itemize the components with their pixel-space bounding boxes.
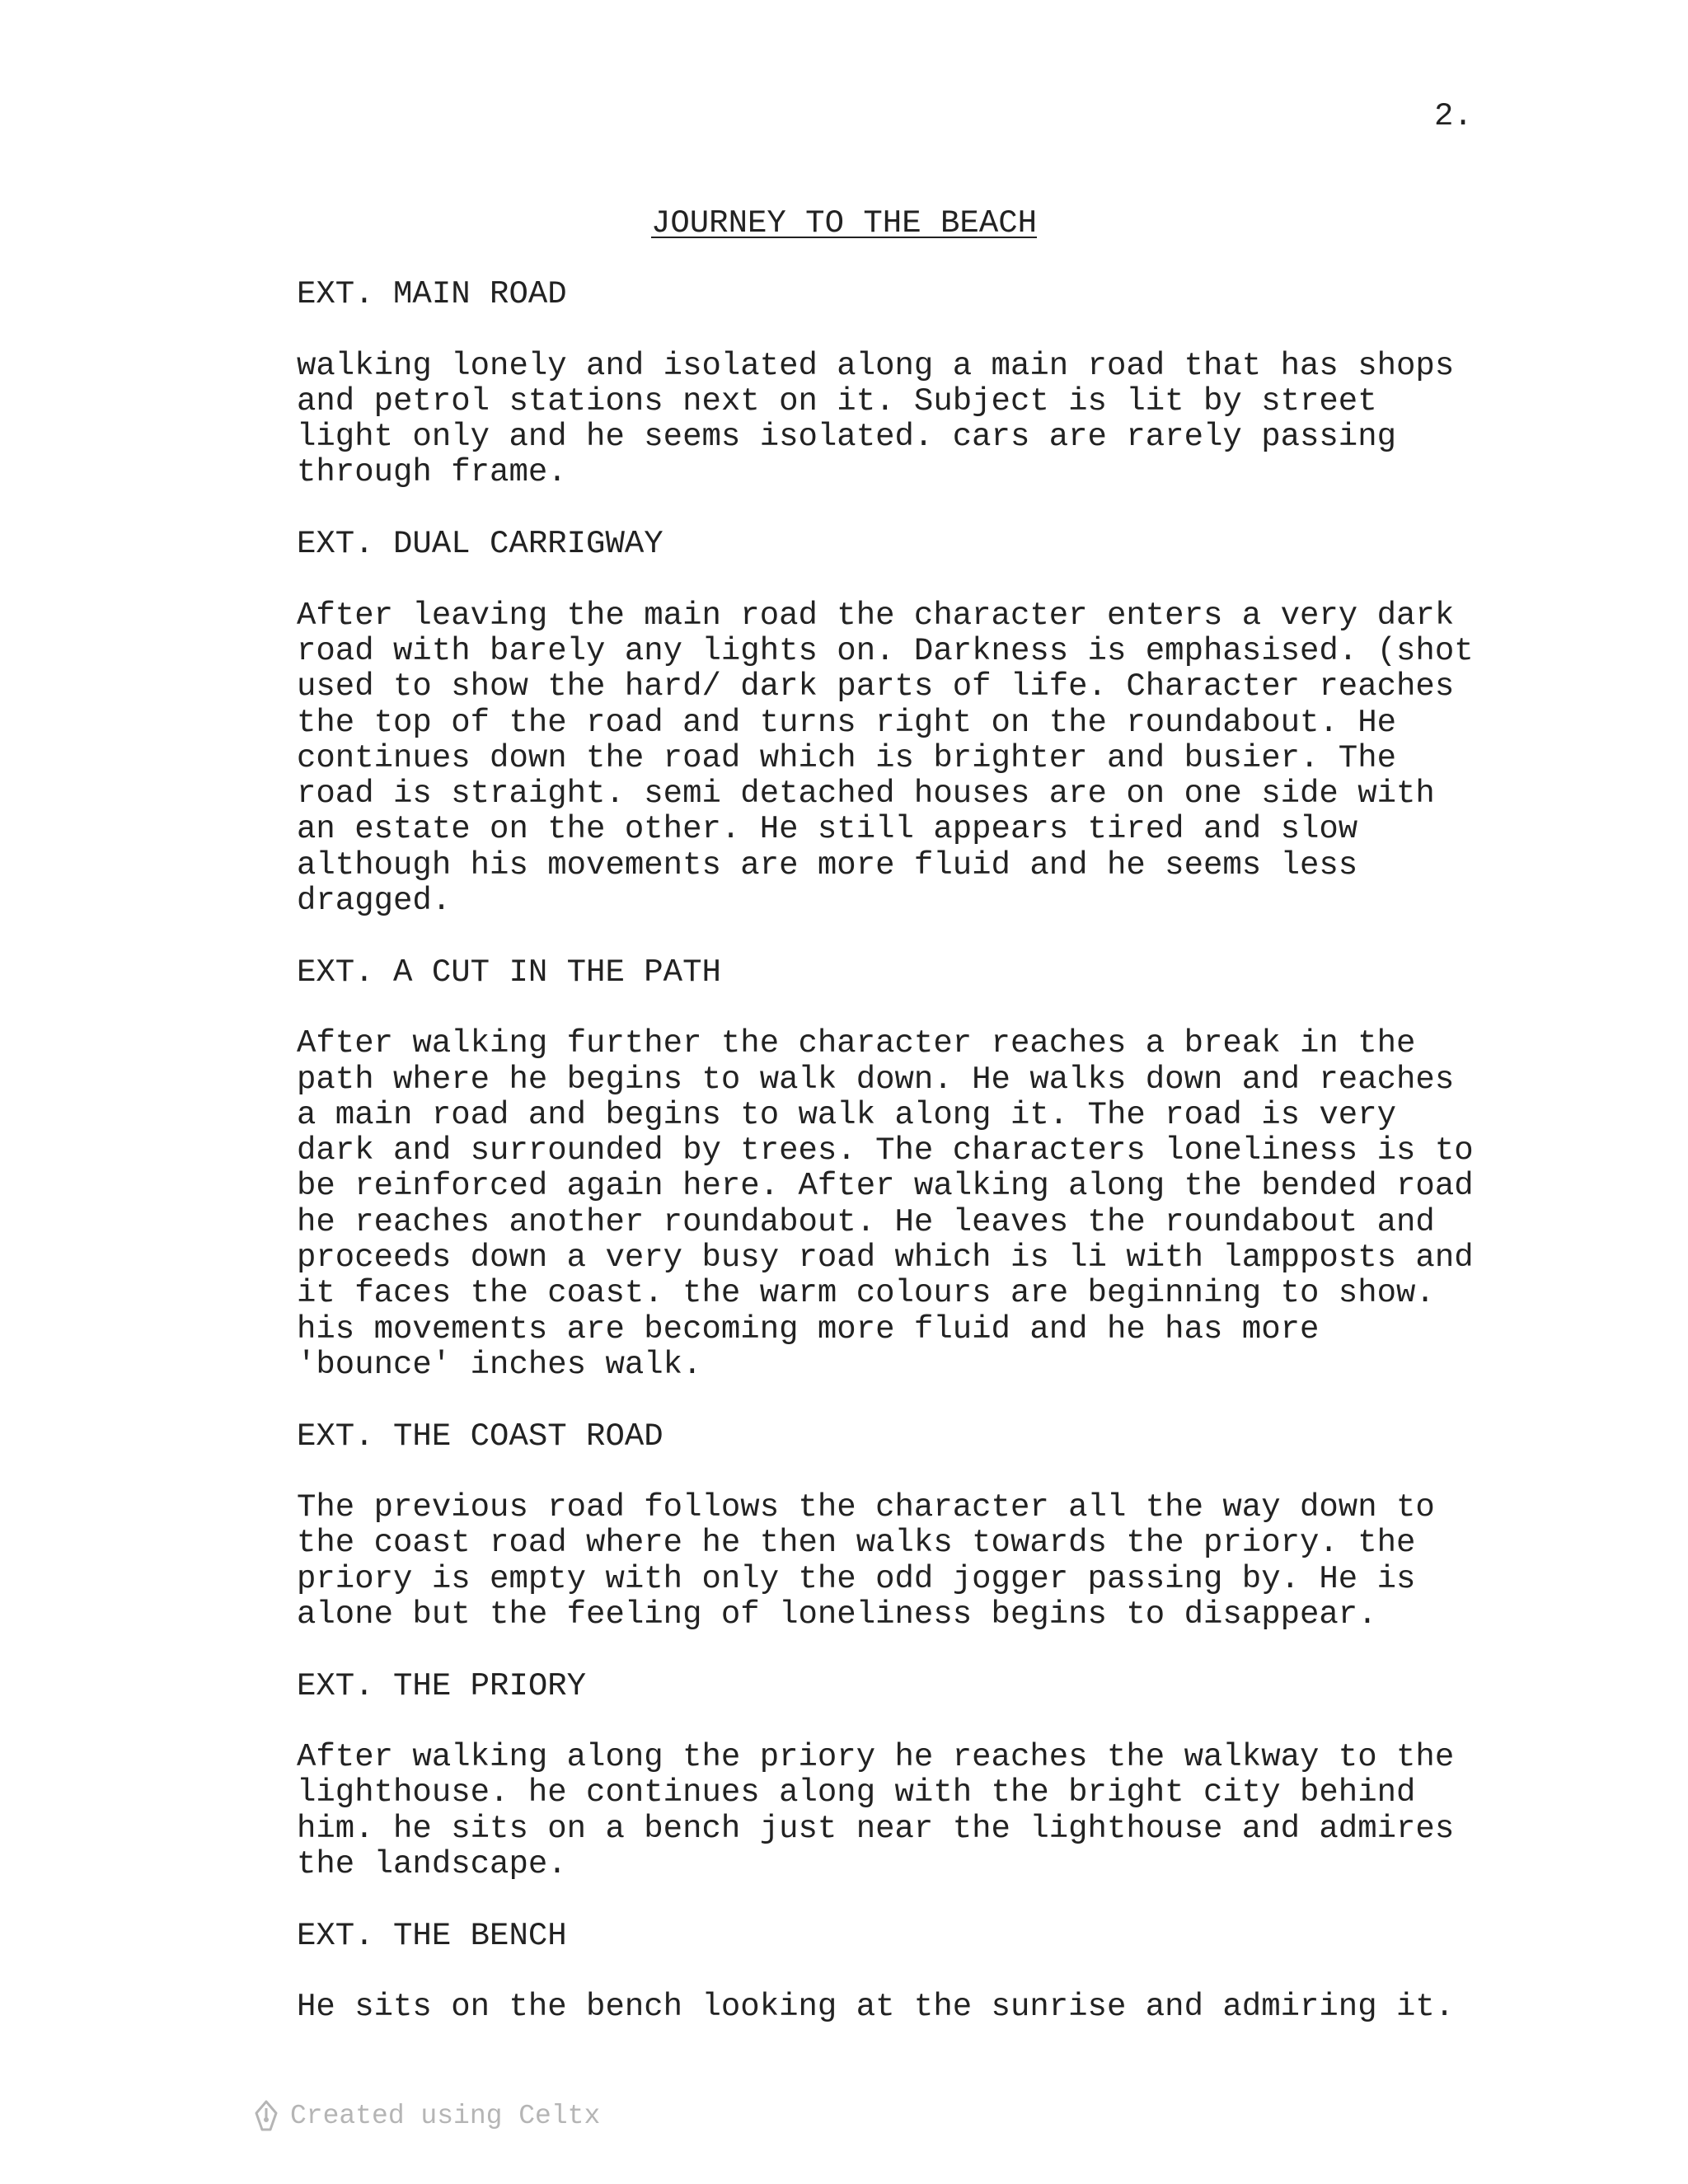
scene-coast-road xyxy=(297,1419,1615,1633)
scene-heading: EXT. A CUT IN THE PATH xyxy=(297,954,721,991)
celtx-watermark xyxy=(254,2100,600,2133)
scene-heading: EXT. THE PRIORY xyxy=(297,1667,587,1704)
scene-heading: EXT. THE BENCH xyxy=(297,1917,567,1954)
watermark-text: Created using Celtx xyxy=(290,2101,601,2131)
script-body xyxy=(297,277,1615,2061)
scene-heading: EXT. DUAL CARRIGWAY xyxy=(297,526,663,563)
scene-heading: EXT. MAIN ROAD xyxy=(297,276,567,312)
scene-heading: EXT. THE COAST ROAD xyxy=(297,1418,663,1455)
scene-action: After walking further the character reaches a break in the path where he begins to walk down. He walks down and reaches a main road and begins to walk along it. The road is very dark and surrounded by trees. The characters loneliness is to be reinforced again here. After walking along the bended road he reaches another roundabout. He leaves the roundabout and proceeds down a very busy road which is li with lampposts and it faces the coast. the warm colours are beginning to show. his movements are becoming more fluid and he has more 'bounce' inches walk. xyxy=(297,1025,1474,1383)
page-number: 2. xyxy=(1434,98,1473,134)
scene-dual-carriageway xyxy=(297,527,1615,919)
pen-nib-icon xyxy=(254,2100,279,2133)
scene-priory xyxy=(297,1669,1615,1883)
scene-main-road xyxy=(297,277,1615,491)
scene-action: He sits on the bench looking at the sunrise and admiring it. xyxy=(297,1989,1455,2026)
scene-action: After walking along the priory he reaches the walkway to the lighthouse. he continues along with the bright city behind him. he sits on a bench just near the lighthouse and admires the landscape. xyxy=(297,1739,1455,1883)
scene-action: The previous road follows the character all the way down to the coast road where he then walks towards the priory. the priory is empty with only the odd jogger passing by. He is alone but the feeling of loneliness begins to disappear. xyxy=(297,1489,1435,1633)
scene-bench xyxy=(297,1919,1615,2026)
scene-cut-in-path xyxy=(297,955,1615,1384)
script-title: JOURNEY TO THE BEACH xyxy=(650,205,1038,241)
scene-action: walking lonely and isolated along a main road that has shops and petrol stations next on it. Subject is lit by street light only and he seems isolated. cars are rarely passing through frame. xyxy=(297,347,1455,491)
scene-action: After leaving the main road the character enters a very dark road with barely any lights on. Darkness is emphasised. (shot used to show the hard/ dark parts of life. Character reaches the top of the road and turns right on the roundabout. He continues down the road which is brighter and busier. The road is straight. semi detached houses are on one side with an estate on the other. He still appears tired and slow although his movements are more fluid and he seems less dragged. xyxy=(297,597,1474,920)
